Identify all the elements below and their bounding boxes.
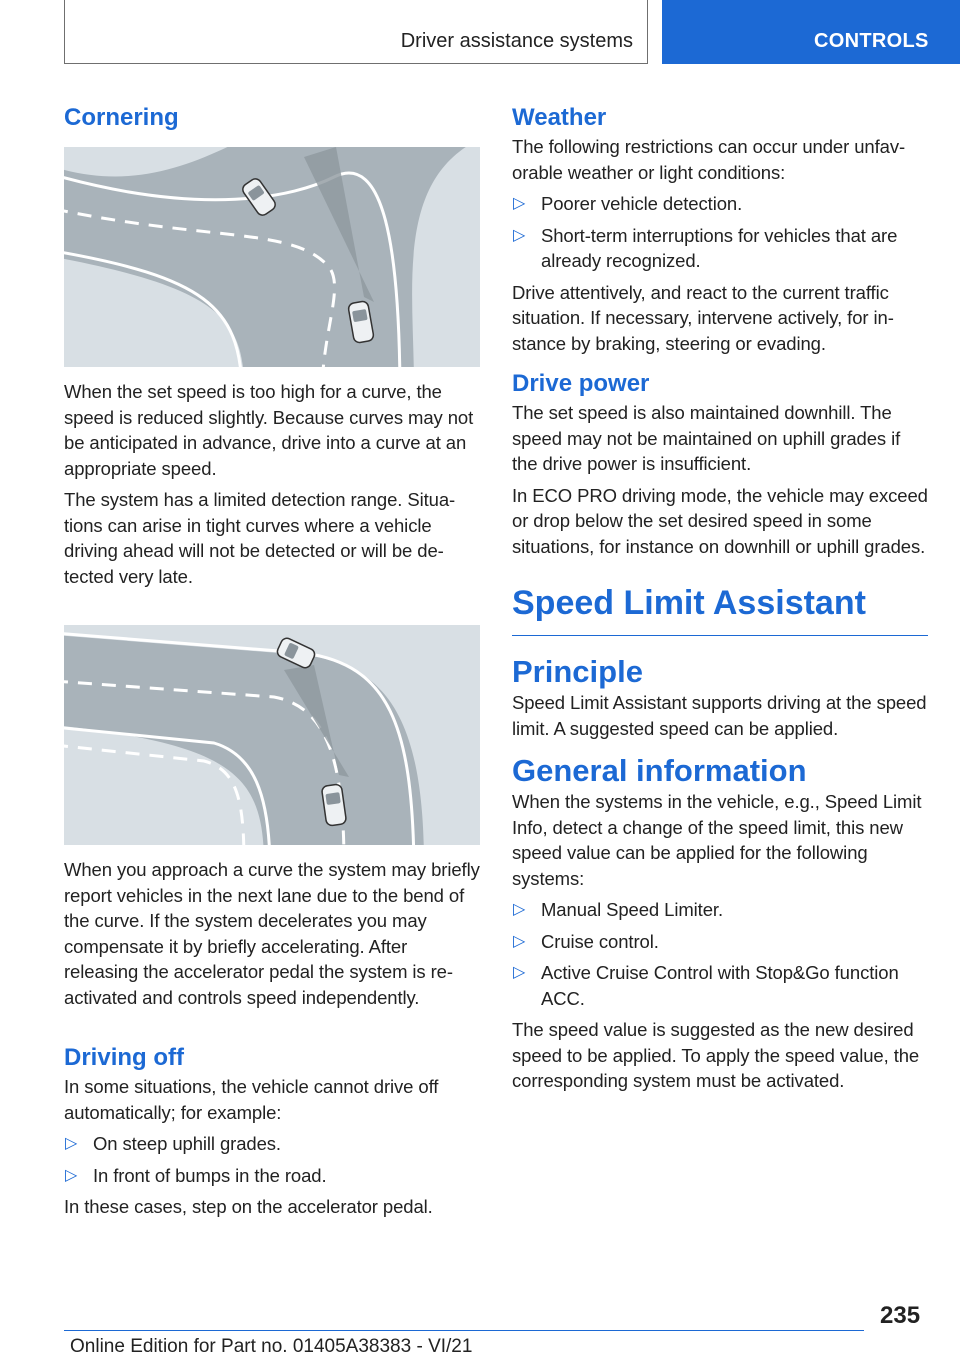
page-number: 235 [880,1302,921,1329]
edition-footer: Online Edition for Part no. 01405A38383 - VI/21 [70,1336,473,1357]
cornering-illustration-1 [64,147,480,367]
paragraph: The system has a limited detection range. Situations can arise in tight curves where a vehicle driving ahead will not be detected or will be detected very late. [64,489,456,587]
list-item: ▷ Manual Speed Limiter. [512,897,928,923]
left-column [64,102,480,1220]
paragraph: When the systems in the vehicle, e.g., Speed Limit Info, detect a change of the speed limit, this new speed value can be applied for the following systems: [512,791,922,889]
speed-limit-assistant-heading: Speed Limit Assistant [512,584,866,622]
general-information-heading: General information [512,753,807,788]
running-header-section [64,0,648,64]
triangle-right-icon: ▷ [513,226,526,244]
chapter-title: CONTROLS [814,30,929,52]
paragraph: In ECO PRO driving mode, the vehicle may exceed or drop below the set desired speed in some situations, for instance on downhill or uphill grades. [512,484,928,557]
paragraph: Speed Limit Assistant supports driving at the speed limit. A suggested speed can be applied. [512,692,927,739]
triangle-right-icon: ▷ [513,901,526,918]
triangle-right-icon: ▷ [65,1135,78,1152]
right-column [512,102,928,1094]
paragraph: Drive attentively, and react to the current traffic situation. If necessary, intervene actively, for instance by braking, steering or evading. [512,281,894,354]
section-title: Driver assistance systems [400,30,633,52]
cornering-heading: Cornering [64,104,179,131]
triangle-right-icon: ▷ [513,932,526,950]
paragraph: When you approach a curve the system may briefly report vehicles in the next lane due to the bend of the curve. If the system decelerates you may compensate it by briefly accelerating. After releasing the accelerator pedal the system is reactivated and controls speed independently. [64,859,480,1008]
paragraph: In these cases, step on the accelerator pedal. [64,1196,433,1217]
triangle-right-icon: ▷ [513,195,526,212]
triangle-right-icon: ▷ [513,964,526,981]
footer-rule [64,1330,864,1331]
cornering-illustration-2 [64,625,480,845]
driving-off-heading: Driving off [64,1044,184,1071]
paragraph: The following restrictions can occur under unfavorable weather or light conditions: [512,136,906,183]
list-item: ▷ Short-term interruptions for vehicles that are already recognized. [513,224,898,271]
list-item: ▷ On steep uphill grades. [64,1131,480,1157]
drive-power-heading: Drive power [512,370,650,397]
paragraph: When the set speed is too high for a curve, the speed is reduced slightly. Because curves may not be anticipated in advance, drive into a curve at an appropriate speed. [64,381,474,479]
list-item: ▷ In front of bumps in the road. [64,1163,480,1189]
principle-heading: Principle [512,654,643,689]
triangle-right-icon: ▷ [65,1166,78,1184]
weather-heading: Weather [512,104,607,131]
running-header-chapter [662,0,960,64]
list-item: ▷ Poorer vehicle detection. [512,191,928,217]
paragraph: The set speed is also maintained downhill. The speed may not be maintained on uphill grades if the drive power is insufficient. [512,402,901,474]
list-item: ▷ Active Cruise Control with Stop&Go function ACC. [513,962,899,1009]
list-item: ▷ Cruise control. [512,929,928,955]
paragraph: The speed value is suggested as the new desired speed to be applied. To apply the speed value, the corresponding system must be activated. [512,1019,920,1091]
paragraph: In some situations, the vehicle cannot drive off automatically; for example: [64,1076,439,1123]
